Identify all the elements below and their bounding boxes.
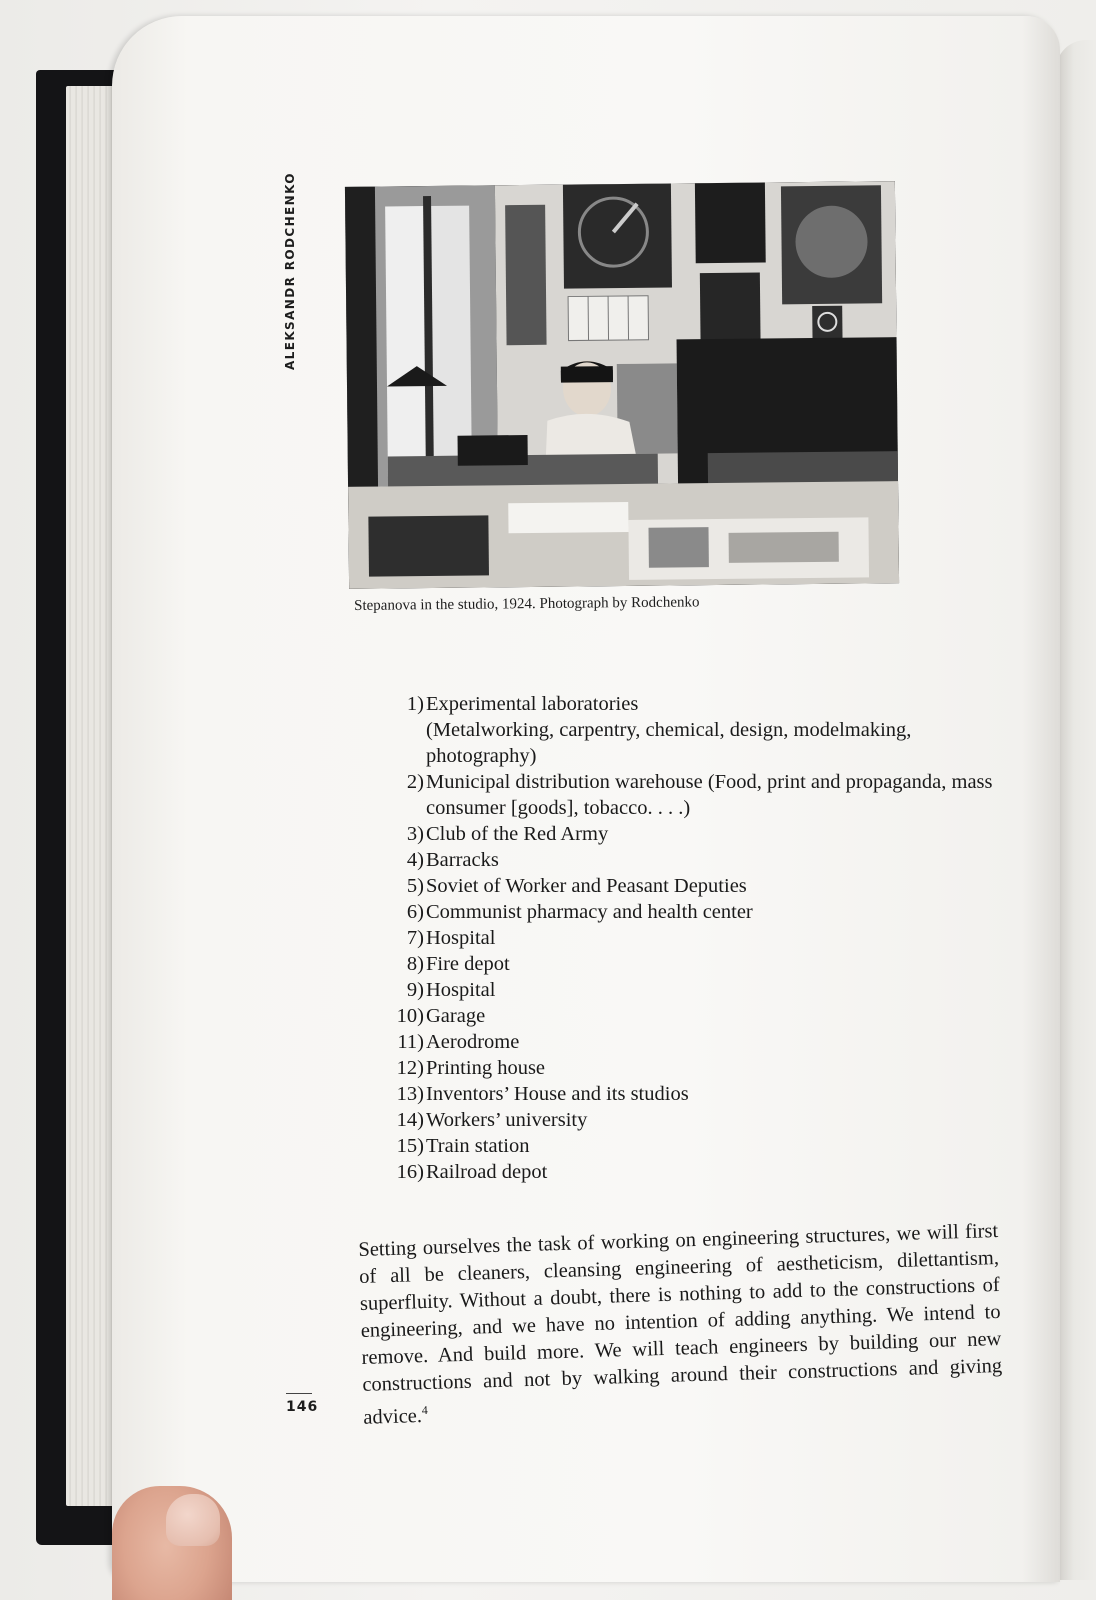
list-item xyxy=(390,1159,1010,1185)
list-item-subtext: (Metalworking, carpentry, chemical, design, modelmaking, photography) xyxy=(426,719,912,767)
page-number: 146 xyxy=(286,1399,319,1415)
list-item xyxy=(390,1107,1010,1133)
list-item-text: Aerodrome xyxy=(426,1031,520,1053)
photo-caption: Stepanova in the studio, 1924. Photograph by Rodchenko xyxy=(354,594,700,614)
list-item xyxy=(390,1029,1010,1055)
list-item-text: Barracks xyxy=(426,849,499,871)
list-item-number: 5) xyxy=(406,875,424,897)
list-item-text: Inventors’ House and its studios xyxy=(426,1083,689,1105)
list-item-text: Train station xyxy=(426,1135,530,1157)
list-item-number: 16) xyxy=(396,1161,424,1183)
list-item-text: Fire depot xyxy=(426,953,510,975)
list-item xyxy=(390,899,1010,925)
list-item-number: 3) xyxy=(406,823,424,845)
list-item-number: 14) xyxy=(396,1109,424,1131)
folio-rule xyxy=(286,1393,312,1394)
list-item-text: Garage xyxy=(426,1005,486,1027)
list-item-number: 13) xyxy=(396,1083,424,1105)
list-item-number: 11) xyxy=(397,1031,424,1053)
list-item xyxy=(390,951,1010,977)
list-item-number: 7) xyxy=(406,927,424,949)
thumb xyxy=(112,1486,232,1600)
list-item-text: Hospital xyxy=(426,927,496,949)
list-item-number: 6) xyxy=(406,901,424,923)
list-item-text: Club of the Red Army xyxy=(426,823,609,845)
list-item-text: Workers’ university xyxy=(426,1109,588,1131)
list-item xyxy=(390,925,1010,951)
list-item-text: Printing house xyxy=(426,1057,546,1079)
list-item-number: 2) xyxy=(406,771,424,793)
list-item xyxy=(390,821,1010,847)
studio-photograph xyxy=(345,181,899,589)
running-head: ALEKSANDR RODCHENKO xyxy=(283,172,297,370)
footnote-marker: 4 xyxy=(421,1402,428,1417)
list-item-number: 4) xyxy=(406,849,424,871)
thumbnail xyxy=(166,1494,220,1546)
numbered-list xyxy=(390,691,1010,1185)
body-paragraph xyxy=(358,1218,1003,1432)
list-item-text: Hospital xyxy=(426,979,496,1001)
list-item xyxy=(390,1003,1010,1029)
list-item-number: 12) xyxy=(396,1057,424,1079)
list-item-text: Experimental laboratories xyxy=(426,693,639,715)
list-item-number: 9) xyxy=(406,979,424,1001)
list-item xyxy=(390,1055,1010,1081)
list-item-number: 10) xyxy=(396,1005,424,1027)
list-item-number: 15) xyxy=(396,1135,424,1157)
list-item xyxy=(390,977,1010,1003)
list-item-number: 8) xyxy=(406,953,424,975)
list-item-text: Communist pharmacy and health center xyxy=(426,901,753,923)
facing-page-edge xyxy=(1056,40,1096,1580)
paragraph-text: Setting ourselves the task of working on engineering structures, we will first of all be cleaners, cleansing engineering of aestheticism, dilettantism, superfluity. Without a doubt, there is nothing to add to the constructions of engineering, and we have no intention of adding anything. We intend to remove. And build more. We will teach engineers by building our new constructions and not by walking around their constructions and giving advice. xyxy=(358,1219,1003,1429)
list-item-text: Municipal distribution warehouse (Food, print and propaganda, mass consumer [goods], tobacco. . . .) xyxy=(426,771,993,819)
list-item xyxy=(390,847,1010,873)
list-item xyxy=(390,873,1010,899)
list-item xyxy=(390,1133,1010,1159)
list-item xyxy=(390,691,1010,769)
list-item-text: Railroad depot xyxy=(426,1161,548,1183)
photograph-image xyxy=(345,181,899,589)
list-item-number: 1) xyxy=(406,693,424,715)
list-item xyxy=(390,769,1010,821)
list-item xyxy=(390,1081,1010,1107)
list-item-text: Soviet of Worker and Peasant Deputies xyxy=(426,875,747,897)
